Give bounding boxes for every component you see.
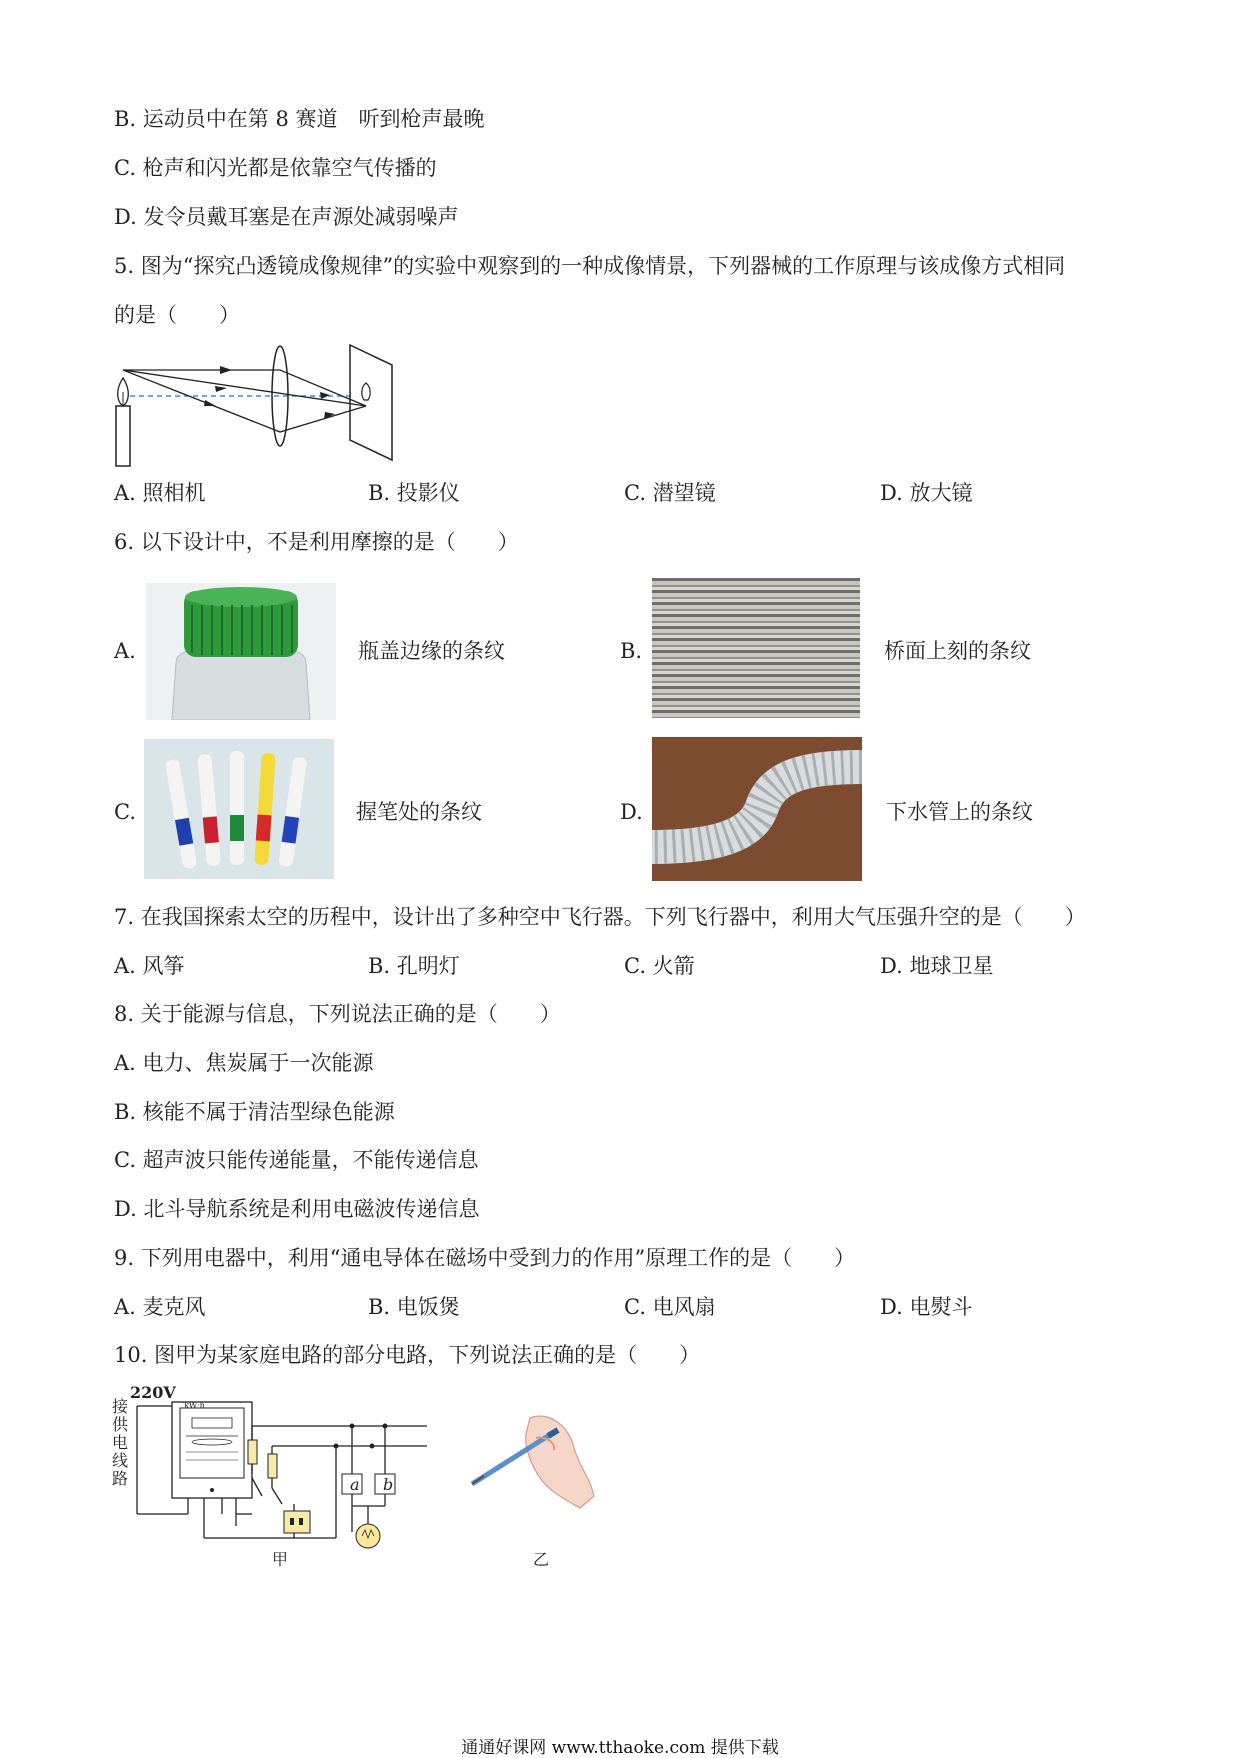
q8-option-a[interactable]: A. 电力、焦炭属于一次能源 [114, 1051, 374, 1075]
q7-option-c[interactable]: C. 火箭 [624, 954, 695, 978]
q8-option-c[interactable]: C. 超声波只能传递能量，不能传递信息 [114, 1148, 479, 1172]
switch-b-label: b [383, 1475, 394, 1494]
q8-stem: 8. 关于能源与信息，下列说法正确的是（ ） [114, 1002, 561, 1026]
q8-option-d[interactable]: D. 北斗导航系统是利用电磁波传递信息 [114, 1197, 480, 1221]
q6-option-d-caption: 下水管上的条纹 [886, 800, 1033, 824]
q6-stem: 6. 以下设计中，不是利用摩擦的是（ ） [114, 530, 519, 554]
q9-option-d[interactable]: D. 电熨斗 [880, 1295, 973, 1319]
wall-socket [284, 1511, 310, 1533]
candle [116, 406, 130, 466]
q4-option-d: D. 发令员戴耳塞是在声源处减弱噪声 [114, 205, 459, 229]
q9-option-b[interactable]: B. 电饭煲 [368, 1295, 460, 1319]
q4-option-b: B. 运动员中在第 8 赛道 听到枪声最晚 [114, 107, 485, 131]
q7-option-b[interactable]: B. 孔明灯 [368, 954, 460, 978]
q5-option-c[interactable]: C. 潜望镜 [624, 481, 716, 505]
image-flame [362, 383, 370, 400]
q7-stem: 7. 在我国探索太空的历程中，设计出了多种空中飞行器。下列飞行器中，利用大气压强升空的是（ ） [114, 905, 1086, 929]
lens-diagram [110, 340, 410, 470]
light-bulb [356, 1524, 380, 1548]
q6-option-a-caption: 瓶盖边缘的条纹 [358, 639, 505, 663]
voltage-label: 220V [130, 1383, 176, 1402]
q6-option-c-letter[interactable]: C. [114, 800, 136, 824]
bottle-cap-photo [146, 583, 336, 720]
fuse-2 [268, 1454, 277, 1478]
q6-option-a-letter[interactable]: A. [114, 639, 136, 663]
q5-stem: 5. 图为“探究凸透镜成像规律”的实验中观察到的一种成像情景，下列器械的工作原理与该成像方式相同 [114, 254, 1066, 278]
q9-option-c[interactable]: C. 电风扇 [624, 1295, 716, 1319]
q6-option-b-caption: 桥面上刻的条纹 [884, 639, 1031, 663]
q6-option-c-caption: 握笔处的条纹 [356, 800, 482, 824]
q4-option-c: C. 枪声和闪光都是依靠空气传播的 [114, 156, 437, 180]
fuse-1 [248, 1440, 257, 1464]
q6-option-b-letter[interactable]: B. [620, 639, 643, 663]
page-footer: 通通好课网 www.tthaoke.com 提供下载 [461, 1738, 779, 1758]
q5-stem-cont: 的是（ ） [114, 303, 240, 327]
q5-option-a[interactable]: A. 照相机 [114, 481, 206, 505]
q9-stem: 9. 下列用电器中，利用“通电导体在磁场中受到力的作用”原理工作的是（ ） [114, 1246, 856, 1270]
test-pen-diagram [470, 1408, 600, 1518]
switch-a-label: a [350, 1475, 360, 1494]
q6-option-d-letter[interactable]: D. [620, 800, 643, 824]
q7-option-d[interactable]: D. 地球卫星 [880, 954, 994, 978]
figure-yi-caption: 乙 [533, 1550, 550, 1569]
q7-option-a[interactable]: A. 风筝 [114, 954, 185, 978]
q5-option-d[interactable]: D. 放大镜 [880, 481, 973, 505]
drain-pipe-photo [652, 737, 862, 881]
figure-jia-caption: 甲 [272, 1550, 289, 1569]
q9-option-a[interactable]: A. 麦克风 [114, 1295, 206, 1319]
q8-option-b[interactable]: B. 核能不属于清洁型绿色能源 [114, 1100, 395, 1124]
meter-unit: kW·h [184, 1401, 205, 1410]
q10-stem: 10. 图甲为某家庭电路的部分电路，下列说法正确的是（ ） [114, 1343, 701, 1367]
bridge-surface-photo [652, 578, 860, 718]
supply-label: 接供电线路 [112, 1397, 129, 1488]
q5-option-b[interactable]: B. 投影仪 [368, 481, 460, 505]
pens-photo [144, 739, 334, 879]
